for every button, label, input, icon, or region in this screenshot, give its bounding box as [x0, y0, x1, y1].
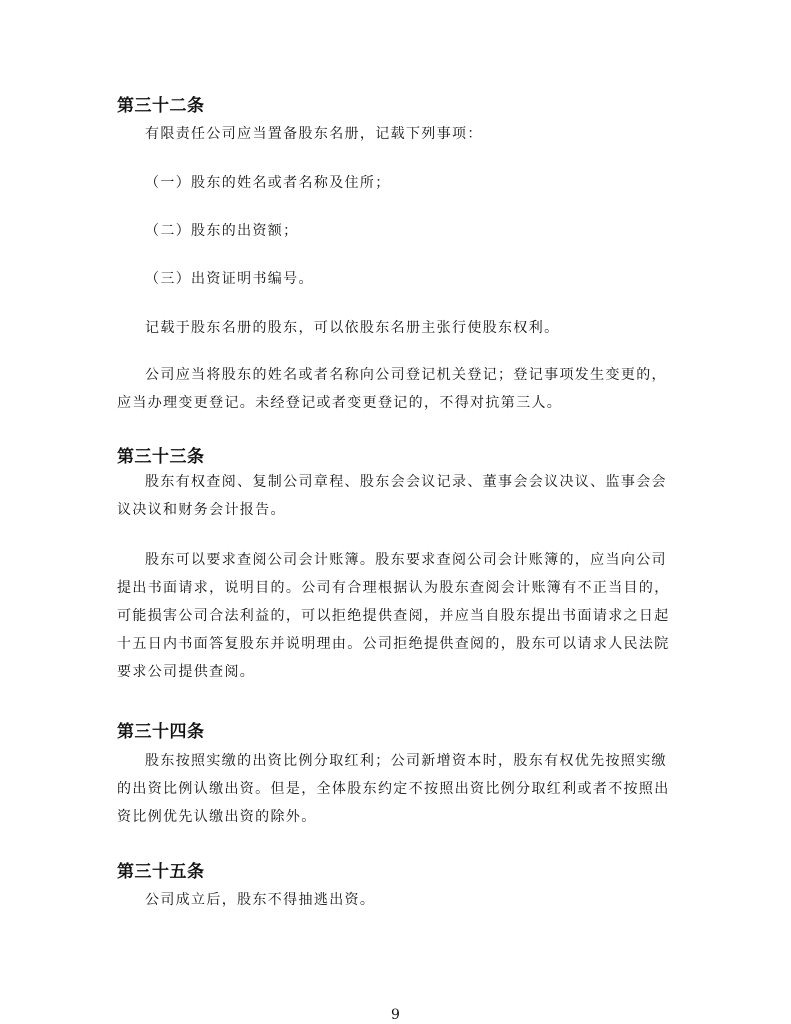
article-35-heading: 第三十五条 [117, 862, 205, 882]
article-32-item-1: （一）股东的姓名或者名称及住所； [145, 175, 391, 191]
article-32-item-3: （三）出资证明书编号。 [145, 271, 314, 287]
article-32-registration: 公司应当将股东的姓名或者名称向公司登记机关登记；登记事项发生变更的，应当办理变更登记。未经登记或者变更登记的，不得对抗第三人。 [117, 367, 667, 411]
article-32-rights: 记载于股东名册的股东，可以依股东名册主张行使股东权利。 [145, 320, 560, 336]
article-34-heading: 第三十四条 [117, 722, 205, 742]
article-33-heading: 第三十三条 [117, 447, 205, 467]
article-33-paragraph-2: 股东可以要求查阅公司会计账簿。股东要求查阅公司会计账簿的，应当向公司提出书面请求，说明目的。公司有合理根据认为股东查阅会计账簿有不正当目的，可能损害公司合法利益的，可以拒绝提供查阅，并应当自股东提出书面请求之日起十五日内书面答复股东并说明理由。公司拒绝提供查阅的，股东可以请求人民法院要求公司提供查阅。 [117, 552, 670, 680]
article-35-text: 公司成立后，股东不得抽逃出资。 [145, 892, 376, 908]
page-number: 9 [391, 1007, 400, 1023]
article-33-paragraph-1: 股东有权查阅、复制公司章程、股东会会议记录、董事会会议决议、监事会会议决议和财务会计报告。 [117, 474, 667, 518]
article-34-paragraph: 股东按照实缴的出资比例分取红利；公司新增资本时，股东有权优先按照实缴的出资比例认缴出资。但是，全体股东约定不按照出资比例分取红利或者不按照出资比例优先认缴出资的除外。 [117, 753, 670, 825]
article-32-intro: 有限责任公司应当置备股东名册，记载下列事项： [145, 126, 483, 142]
article-32-item-2: （二）股东的出资额； [145, 223, 299, 239]
article-32-heading: 第三十二条 [117, 96, 205, 116]
